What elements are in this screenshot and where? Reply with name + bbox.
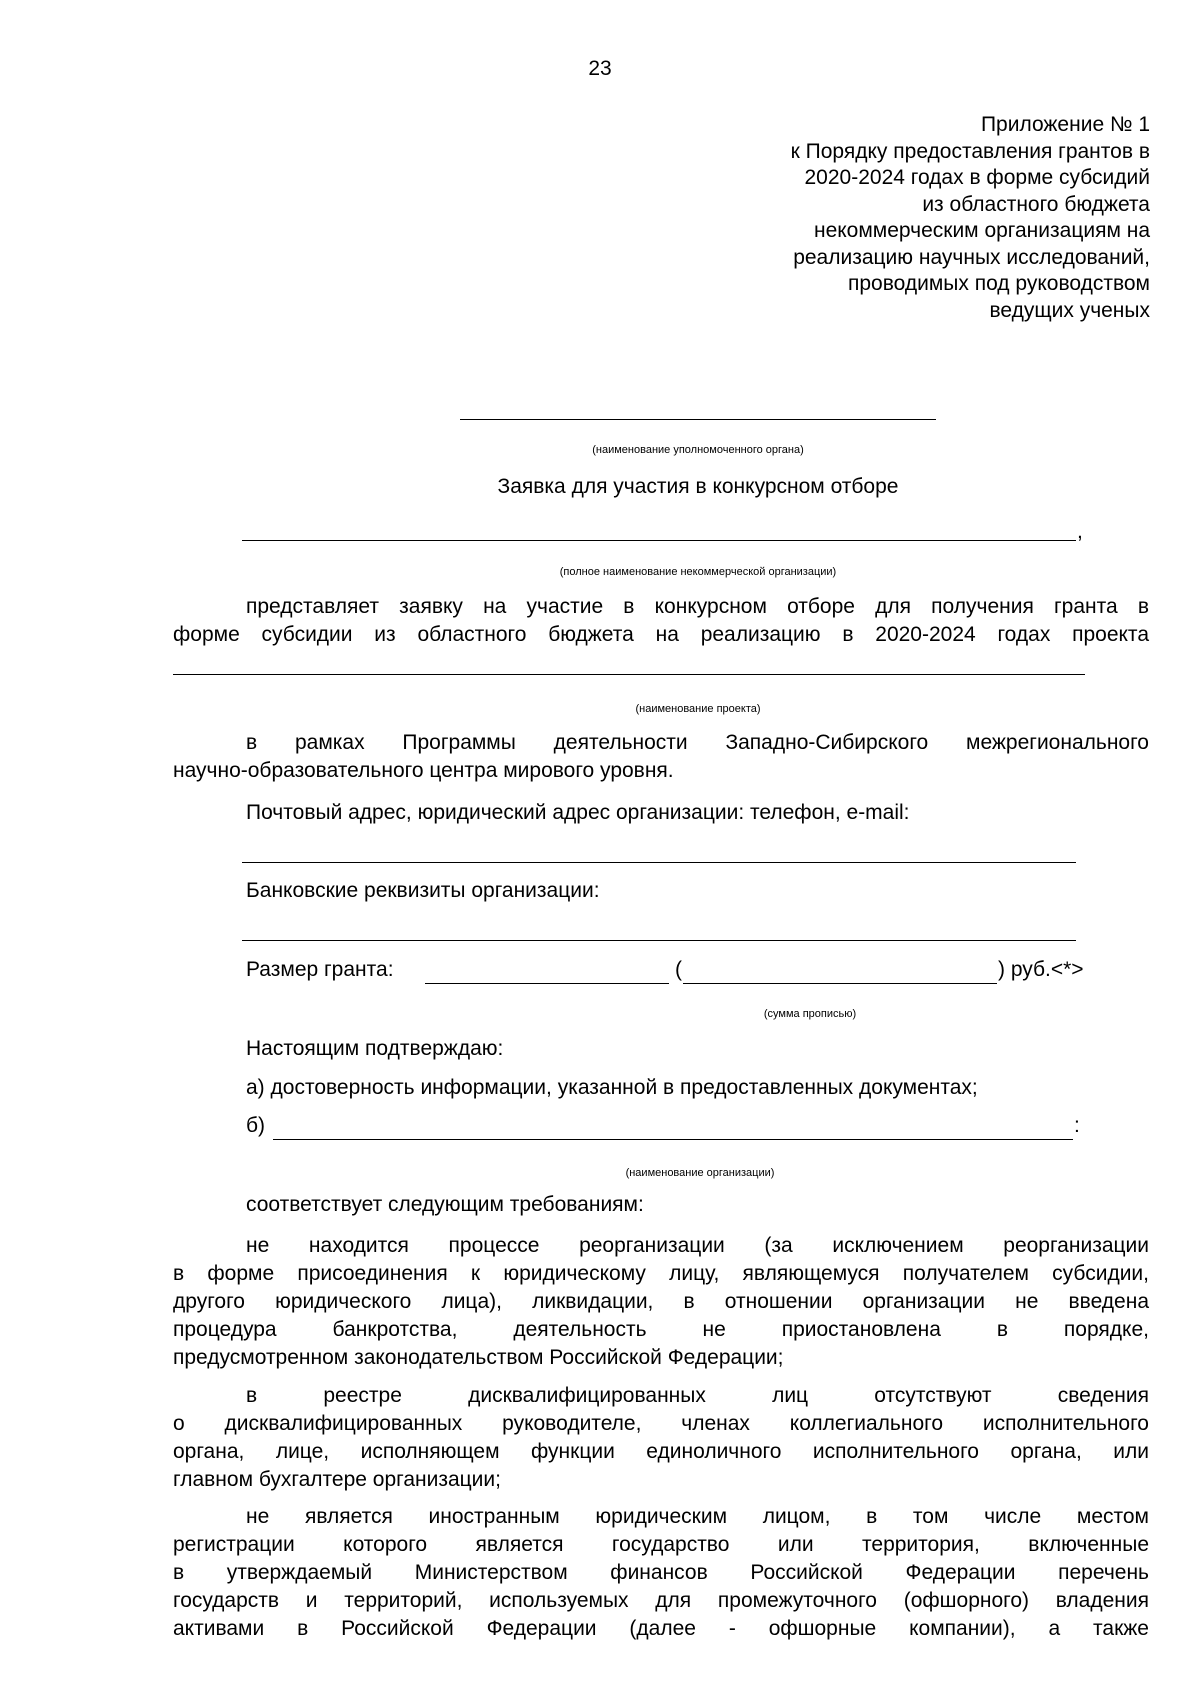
authority-name-field[interactable] [460,419,936,420]
project-name-field[interactable] [173,674,1085,675]
address-field[interactable] [242,862,1076,863]
confirm-label: Настоящим подтверждаю: [246,1037,504,1060]
grant-amount-words-field[interactable] [683,983,997,984]
program-paragraph [173,729,1149,785]
requirement-line: в утверждаемый Министерством финансов Российской Федерации перечень [173,1561,1149,1584]
appendix-line: из областного бюджета [922,192,1150,216]
amount-words-caption: (сумма прописью) [763,1008,857,1020]
requirement-line: в реестре дисквалифицированных лиц отсутствуют сведения [246,1384,1149,1407]
organization-full-caption: (полное наименование некоммерческой организации) [559,566,837,578]
item-b-prefix: б) [246,1114,266,1137]
intro-paragraph [173,593,1149,649]
appendix-line: некоммерческим организациям на [813,219,1150,242]
open-paren: ( [675,958,682,981]
bank-details-label: Банковские реквизиты организации: [246,879,600,902]
requirement-line: процедура банкротства, деятельность не приостановлена в порядке, [173,1318,1149,1341]
requirement-line: в форме присоединения к юридическому лицу, являющемуся получателем субсидии, [173,1262,1149,1285]
requirement-paragraph-3 [173,1503,1149,1643]
requirement-line: активами в Российской Федерации (далее - офшорные компании), а также [173,1617,1149,1640]
grant-amount-field[interactable] [425,983,669,984]
appendix-line: проводимых под руководством [848,272,1150,295]
program-line: в рамках Программы деятельности Западно-Сибирского межрегионального [246,731,1149,754]
appendix-line: реализацию научных исследований, [793,245,1150,269]
bank-details-field[interactable] [242,940,1076,941]
project-caption: (наименование проекта) [635,703,761,715]
requirement-line: регистрации которого является государство или территория, включенные [173,1533,1149,1556]
requirement-line: о дисквалифицированных руководителе, членах коллегиального исполнительного [173,1412,1149,1435]
address-label: Почтовый адрес, юридический адрес организации: телефон, e-mail: [246,801,910,824]
requirement-line: другого юридического лица), ликвидации, в отношении организации не введена [173,1290,1149,1313]
appendix-line: 2020-2024 годах в форме субсидий [804,166,1150,189]
item-b-suffix: : [1074,1114,1080,1137]
appendix-line: ведущих ученых [989,298,1150,322]
requirements-label: соответствует следующим требованиям: [246,1193,644,1216]
currency-suffix: ) руб.<*> [998,958,1084,981]
intro-line: представляет заявку на участие в конкурсном отборе для получения гранта в [246,595,1149,618]
appendix-line: Приложение № 1 [980,113,1150,136]
requirement-paragraph-1 [173,1232,1149,1372]
authority-caption: (наименование уполномоченного органа) [592,444,804,456]
requirement-line: государств и территорий, используемых для промежуточного (офшорного) владения [173,1589,1149,1612]
requirement-line: не является иностранным юридическим лицом, в том числе местом [246,1505,1149,1528]
document-title: Заявка для участия в конкурсном отборе [497,475,899,498]
requirement-paragraph-2 [173,1382,1149,1494]
requirement-line: предусмотренном законодательством Российской Федерации; [173,1346,784,1369]
page-number: 23 [588,57,612,80]
organization-name-field[interactable] [273,1139,1073,1140]
requirement-line: не находится процессе реорганизации (за исключением реорганизации [246,1234,1149,1257]
requirement-line: органа, лице, исполняющем функции единоличного исполнительного органа, или [173,1440,1149,1463]
appendix-line: к Порядку предоставления грантов в [790,139,1150,163]
appendix-header [630,112,1150,324]
requirement-line: главном бухгалтере организации; [173,1468,501,1491]
grant-amount-label: Размер гранта: [246,958,394,981]
program-line: научно-образовательного центра мирового уровня. [173,759,674,782]
organization-full-name-field[interactable] [242,540,1076,541]
intro-line: форме субсидии из областного бюджета на реализацию в 2020-2024 годах проекта [173,623,1149,646]
item-a: а) достоверность информации, указанной в предоставленных документах; [246,1076,978,1099]
comma: , [1077,520,1083,543]
organization-caption: (наименование организации) [625,1167,775,1179]
